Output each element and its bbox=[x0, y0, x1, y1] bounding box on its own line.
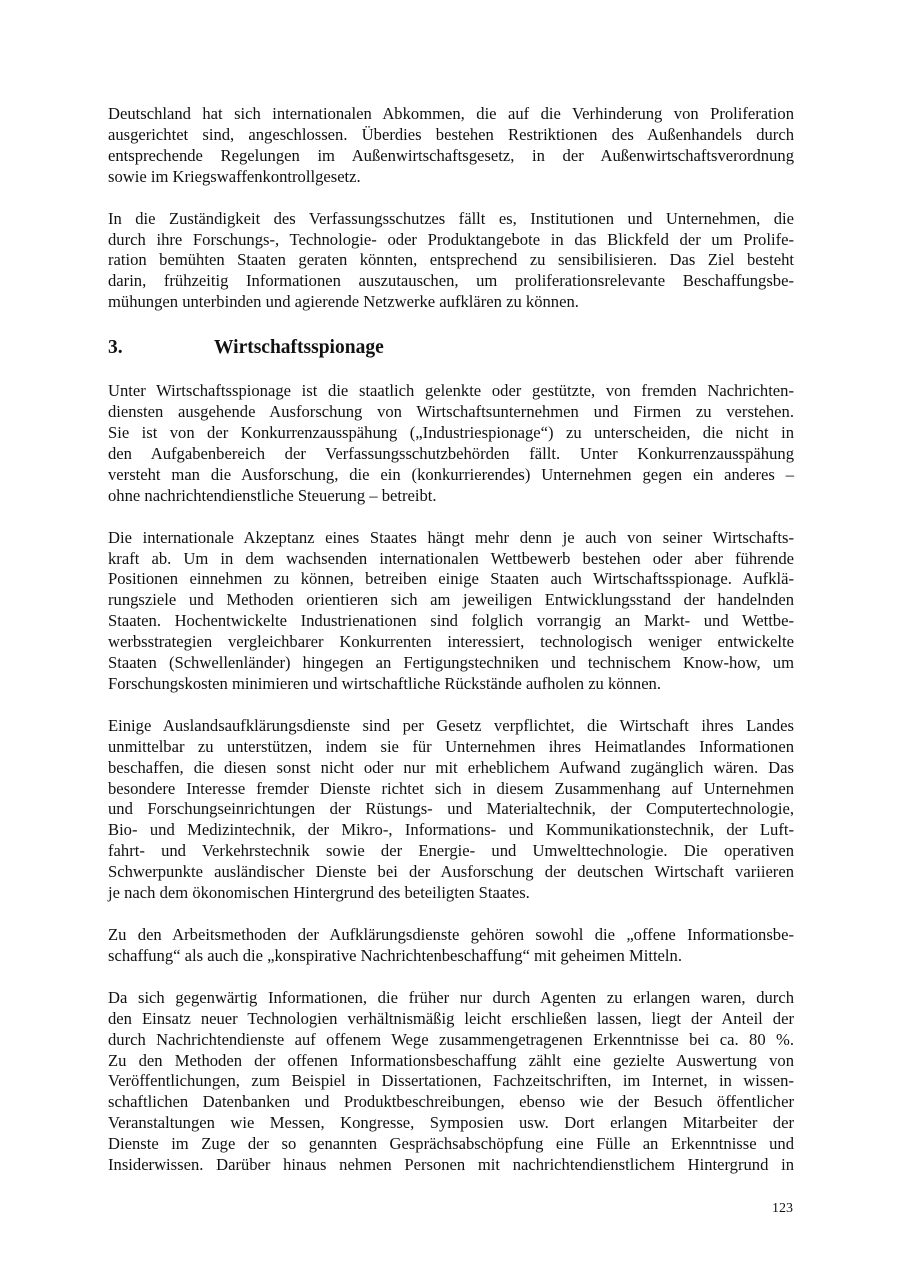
text-line: fahrt- und Verkehrstechnik sowie der Energie- und Umwelttechnologie. Die operativen bbox=[108, 841, 794, 861]
text-line: durch ihre Forschungs-, Technologie- oder Produktangebote in das Blickfeld der um Prolife- bbox=[108, 229, 794, 249]
page-number: 123 bbox=[772, 1201, 793, 1216]
text-line: kraft ab. Um in dem wachsenden internationalen Wettbewerb bestehen oder aber führende bbox=[108, 548, 794, 568]
text-line: durch Nachrichtendienste auf offenem Wege zusammengetragenen Erkenntnisse bei ca. 80 %. bbox=[108, 1029, 794, 1049]
paragraph-foreign-services bbox=[108, 716, 794, 904]
text-line: schaftlichen Datenbanken und Produktbeschreibungen, ebenso wie der Besuch öffentlicher bbox=[108, 1092, 794, 1112]
text-line: rungsziele und Methoden orientieren sich am jeweiligen Entwicklungsstand der handelnden bbox=[108, 590, 794, 610]
paragraph-open-information bbox=[108, 988, 794, 1176]
paragraph-spacer bbox=[108, 360, 794, 381]
text-line: Unter Wirtschaftsspionage ist die staatlich gelenkte oder gestützte, von fremden Nachrichten- bbox=[108, 381, 794, 401]
paragraph-lines bbox=[108, 209, 794, 314]
text-line: diensten ausgehende Ausforschung von Wirtschaftsunternehmen und Firmen zu verstehen. bbox=[108, 402, 794, 422]
text-line: sowie im Kriegswaffenkontrollgesetz. bbox=[108, 166, 361, 186]
text-line: besondere Interesse fremder Dienste richtet sich in diesem Zusammenhang auf Unternehmen bbox=[108, 778, 794, 798]
text-line: In die Zuständigkeit des Verfassungsschutzes fällt es, Institutionen und Unternehmen, die bbox=[108, 208, 794, 228]
paragraph-spacer bbox=[108, 188, 794, 209]
paragraph-lines bbox=[108, 104, 794, 188]
paragraph-verfassungsschutz-responsibility bbox=[108, 209, 794, 314]
section-heading bbox=[108, 336, 794, 360]
text-line: unmittelbar zu unterstützen, indem sie für Unternehmen ihres Heimatlandes Informationen bbox=[108, 736, 794, 756]
paragraph-spacer bbox=[108, 507, 794, 528]
paragraph-lines bbox=[108, 716, 794, 904]
text-line: Deutschland hat sich internationalen Abkommen, die auf die Verhinderung von Proliferation bbox=[108, 104, 794, 123]
text-line: schaffung“ als auch die „konspirative Nachrichtenbeschaffung“ mit geheimen Mitteln. bbox=[108, 945, 682, 965]
paragraph-lines bbox=[108, 381, 794, 506]
text-line: Zu den Methoden der offenen Informationsbeschaffung zählt eine gezielte Auswertung von bbox=[108, 1050, 794, 1070]
text-line: je nach dem ökonomischen Hintergrund des beteiligten Staates. bbox=[108, 883, 530, 903]
section-title: Wirtschaftsspionage bbox=[214, 337, 384, 359]
text-line: Staaten (Schwellenländer) hingegen an Fertigungstechniken und technischem Know-how, um bbox=[108, 653, 794, 673]
text-line: versteht man die Ausforschung, die ein (konkurrierendes) Unternehmen gegen ein anderes – bbox=[108, 464, 794, 484]
section-number: 3. bbox=[108, 337, 123, 359]
text-line: den Aufgabenbereich der Verfassungsschutzbehörden fällt. Unter Konkurrenzausspähung bbox=[108, 443, 794, 463]
text-line: Dienste im Zuge der so genannten Gesprächsabschöpfung eine Fülle an Erkenntnisse und bbox=[108, 1134, 794, 1154]
text-line: Schwerpunkte ausländischer Dienste bei der Ausforschung der deutschen Wirtschaft variieren bbox=[108, 862, 794, 882]
text-line: ausgerichtet sind, angeschlossen. Überdies bestehen Restriktionen des Außenhandels durch bbox=[108, 124, 794, 144]
text-line: entsprechende Regelungen im Außenwirtschaftsgesetz, in der Außenwirtschaftsverordnung bbox=[108, 145, 794, 165]
paragraph-definition bbox=[108, 381, 794, 506]
text-line: Veröffentlichungen, zum Beispiel in Dissertationen, Fachzeitschriften, im Internet, in wissen- bbox=[108, 1071, 794, 1091]
paragraph-spacer bbox=[108, 313, 794, 336]
paragraph-spacer bbox=[108, 695, 794, 716]
paragraph-lines bbox=[108, 988, 794, 1176]
text-line: Forschungskosten minimieren und wirtschaftliche Rückstände aufholen zu können. bbox=[108, 673, 661, 693]
text-line: Bio- und Medizintechnik, der Mikro-, Informations- und Kommunikationstechnik, der Luft- bbox=[108, 820, 794, 840]
paragraph-proliferation-agreements bbox=[108, 104, 794, 188]
text-line: ration bemühten Staaten geraten könnten, entsprechend zu sensibilisieren. Das Ziel besteht bbox=[108, 250, 794, 270]
text-line: Sie ist von der Konkurrenzausspähung („Industriespionage“) zu unterscheiden, die nicht in bbox=[108, 422, 794, 442]
text-line: ohne nachrichtendienstliche Steuerung – betreibt. bbox=[108, 485, 437, 505]
paragraph-spacer bbox=[108, 904, 794, 925]
document-page bbox=[108, 104, 794, 1176]
text-line: Veranstaltungen wie Messen, Kongresse, Symposien usw. Dort erlangen Mitarbeiter der bbox=[108, 1113, 794, 1133]
text-line: Staaten. Hochentwickelte Industrienationen sind folglich vorrangig an Markt- und Wettbe- bbox=[108, 611, 794, 631]
paragraph-lines bbox=[108, 925, 794, 967]
text-line: Da sich gegenwärtig Informationen, die früher nur durch Agenten zu erlangen waren, durch bbox=[108, 987, 794, 1007]
paragraph-working-methods bbox=[108, 925, 794, 967]
paragraph-lines bbox=[108, 528, 794, 695]
text-line: Einige Auslandsaufklärungsdienste sind per Gesetz verpflichtet, die Wirtschaft ihres Landes bbox=[108, 715, 794, 735]
text-line: mühungen unterbinden und agierende Netzwerke aufklären zu können. bbox=[108, 292, 579, 312]
text-line: beschaffen, die diesen sonst nicht oder nur mit erheblichem Aufwand zugänglich wären. Das bbox=[108, 757, 794, 777]
paragraph-spacer bbox=[108, 967, 794, 988]
text-line: darin, frühzeitig Informationen auszutauschen, um proliferationsrelevante Beschaffungsbe- bbox=[108, 271, 794, 291]
text-line: und Forschungseinrichtungen der Rüstungs- und Materialtechnik, der Computertechnologie, bbox=[108, 799, 794, 819]
text-line: Zu den Arbeitsmethoden der Aufklärungsdienste gehören sowohl die „offene Informationsbe- bbox=[108, 925, 794, 944]
text-line: Die internationale Akzeptanz eines Staates hängt mehr denn je auch von seiner Wirtschafts- bbox=[108, 527, 794, 547]
text-line: den Einsatz neuer Technologien verhältnismäßig leicht erschließen lassen, liegt der Anteil der bbox=[108, 1008, 794, 1028]
text-line: Insiderwissen. Darüber hinaus nehmen Personen mit nachrichtendienstlichem Hintergrund in bbox=[108, 1155, 794, 1175]
text-line: werbsstrategien vergleichbarer Konkurrenten interessiert, technologisch weniger entwickelte bbox=[108, 632, 794, 652]
paragraph-international-acceptance bbox=[108, 528, 794, 695]
text-line: Positionen einnehmen zu können, betreiben einige Staaten auch Wirtschaftsspionage. Aufklä- bbox=[108, 569, 794, 589]
